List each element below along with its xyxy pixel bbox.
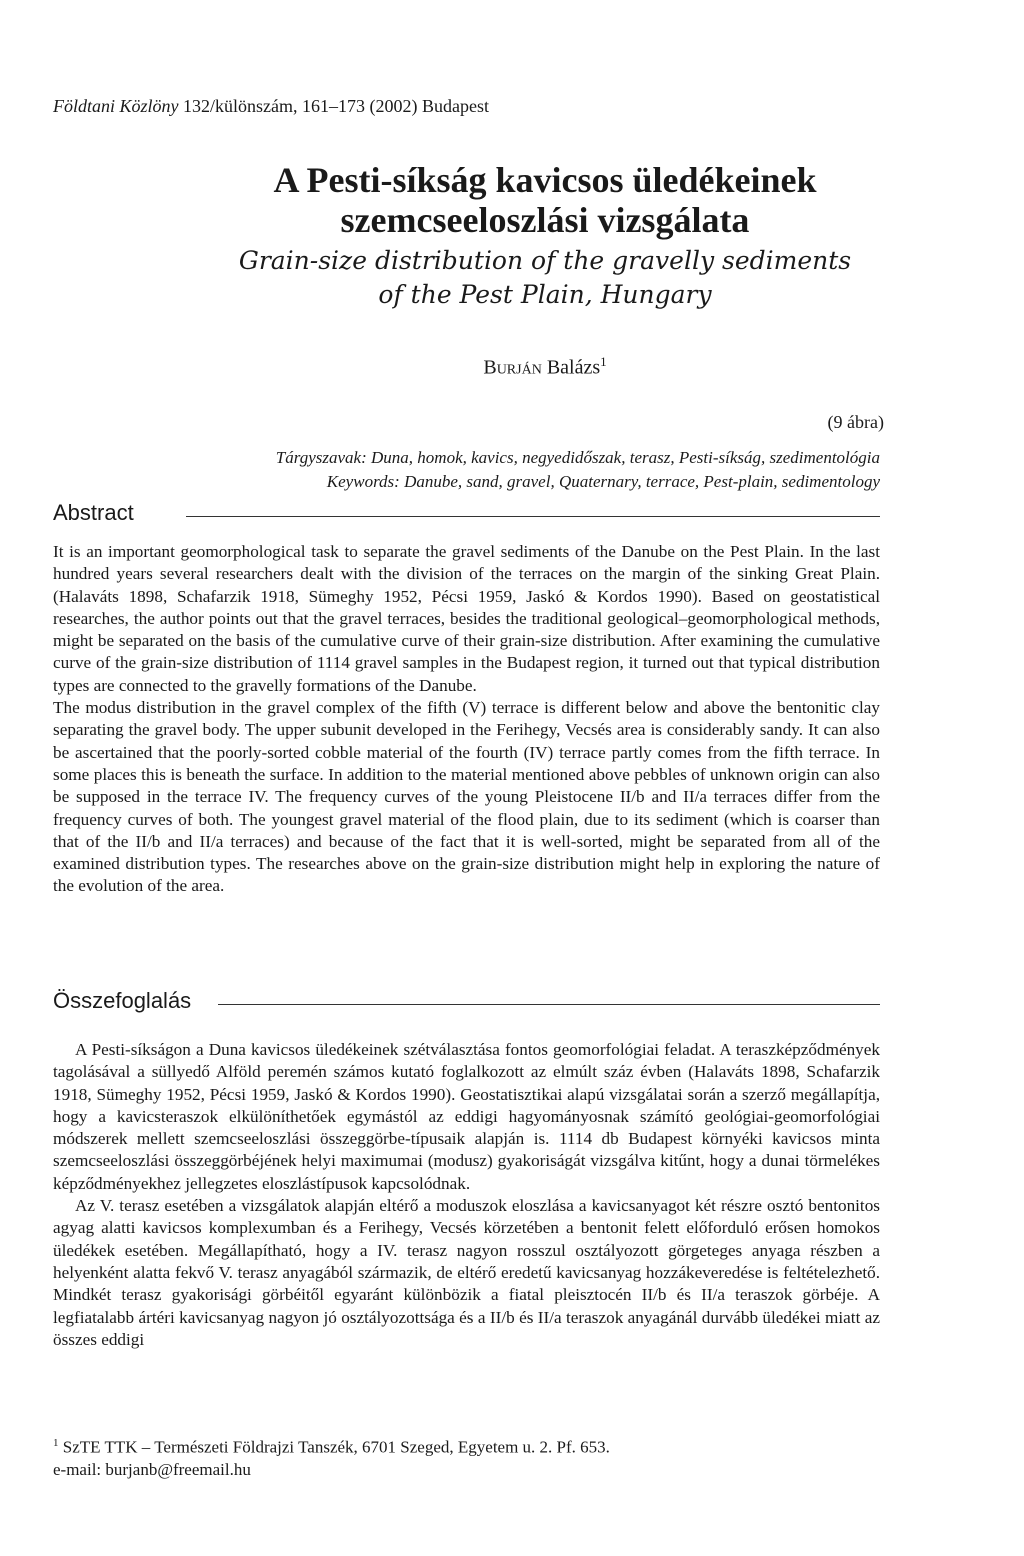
footnote: [53, 1432, 610, 1481]
abstract-paragraph-2: The modus distribution in the gravel complex of the fifth (V) terrace is different below and above the bentonitic clay separating the gravel body. The upper subunit developed in the Ferihegy, Vecsés area is considerably sandy. It can also be ascertained that the poorly-sorted cobble material of the fourth (IV) terrace partly comes from the fifth terrace. In some places this is beneath the surface. In addition to the material mentioned above pebbles of unknown origin can also be supposed in the terrace IV. The frequency curves of the young Pleistocene II/b and II/a terraces differ from the frequency curves of both. The youngest gravel material of the flood plain, due to its sediment (which is coarser than that of the II/b and II/a terraces) and because of the fact that it is well-sorted, might be separated from all of the examined distribution types. The researches above on the grain-size distribution might help in exploring the nature of the evolution of the area.: [53, 698, 880, 896]
footnote-email: e-mail: burjanb@freemail.hu: [53, 1459, 251, 1479]
footnote-affiliation: SzTE TTK – Természeti Földrajzi Tanszék, 6701 Szeged, Egyetem u. 2. Pf. 653.: [62, 1437, 610, 1457]
summary-body: [53, 1039, 880, 1351]
title-hungarian-line2: szemcseeloszlási vizsgálata: [340, 200, 750, 240]
title-english-line2: of the Pest Plain, Hungary: [378, 280, 712, 309]
summary-rule: [218, 1004, 880, 1005]
title-english-line1: Grain-size distribution of the gravelly sediments: [238, 246, 852, 275]
figure-count: (9 ábra): [827, 412, 884, 432]
author-surname: Burján: [483, 356, 542, 379]
author-footnote-mark: 1: [600, 354, 607, 369]
abstract-body: [53, 541, 880, 898]
abstract-rule: [186, 516, 880, 517]
footnote-affiliation-line: [53, 1432, 610, 1459]
summary-heading: Összefoglalás: [53, 988, 192, 1013]
journal-details: 132/különszám, 161–173 (2002) Budapest: [183, 96, 489, 116]
summary-paragraph-1: A Pesti-síkságon a Duna kavicsos üledékeinek szétválasztása fontos geomorfológiai feladat. A teraszképződmények tagolásával a süllyedő Alföld peremén számos kutató foglalkozott az elmúlt száz évben (Halaváts 1898, Schafarzik 1918, Sümeghy 1952, Pécsi 1959, Jaskó & Kordos 1990). Geostatisztikai alapú vizsgálatai során a szerző megállapítja, hogy a kavicsteraszok elkülöníthetőek egymástól az eddigi hagyományosnak számító geológiai-geomorfológiai módszerek mellett szemcseeloszlási összeggörbe-típusaik alapján is. 1114 db Budapest környéki kavicsos minta szemcseeloszlási összeggörbéjének helyi maximumai (modusz) gyakoriságát vizsgálva kitűnt, hogy a dunai törmelékes képződményekhez jellegzetes eloszlástípusok kapcsolódnak.: [53, 1040, 880, 1193]
keywords-hungarian: Tárgyszavak: Duna, homok, kavics, negyedidőszak, terasz, Pesti-síkság, szedimentológia: [275, 448, 880, 467]
title-hungarian-line1: A Pesti-síkság kavicsos üledékeinek: [273, 160, 817, 200]
keywords-block: [228, 446, 880, 494]
author-given-name: Balázs: [546, 356, 601, 379]
journal-header: [53, 96, 489, 117]
keywords-english: Keywords: Danube, sand, gravel, Quaternary, terrace, Pest-plain, sedimentology: [326, 472, 880, 491]
journal-name: Földtani Közlöny: [53, 96, 179, 116]
title-block: [150, 160, 940, 312]
abstract-heading: Abstract: [53, 500, 134, 525]
author-line: [300, 354, 790, 380]
footnote-mark: 1: [53, 1437, 59, 1449]
summary-paragraph-2: Az V. terasz esetében a vizsgálatok alapján eltérő a moduszok eloszlása a kavicsanyagot két részre osztó bentonitos agyag alatti kavicsos komplexumban és a Ferihegy, Vecsés körzetében a bentonit felett előforduló erősen homokos üledékek esetében. Megállapítható, hogy a IV. terasz nagyon rosszul osztályozott görgeteges anyaga részben a helyenként alatta fekvő V. terasz anyagából származik, de eltérő eredetű kavicsanyag hozzákeveredése is feltételezhető. Mindkét terasz gyakorisági görbéitől egyaránt különbözik a fiatal pleisztocén II/b és II/a teraszok görbéje. A legfiatalabb ártéri kavicsanyag nagyon jó osztályozottsága és a II/b és II/a teraszok anyagánál durvább üledékei miatt az összes eddigi: [53, 1196, 880, 1349]
abstract-paragraph-1: It is an important geomorphological task to separate the gravel sediments of the Danube on the Pest Plain. In the last hundred years several researchers dealt with the division of the terraces on the margin of the sinking Great Plain. (Halaváts 1898, Schafarzik 1918, Sümeghy 1952, Pécsi 1959, Jaskó & Kordos 1990). Based on geostatistical researches, the author points out that the gravel terraces, besides the traditional geological–geomorphological methods, might be separated on the basis of the cumulative curve of their grain-size distribution. After examining the cumulative curve of the grain-size distribution of 1114 gravel samples in the Budapest region, it turned out that typical distribution types are connected to the gravelly formations of the Danube.: [53, 542, 880, 695]
